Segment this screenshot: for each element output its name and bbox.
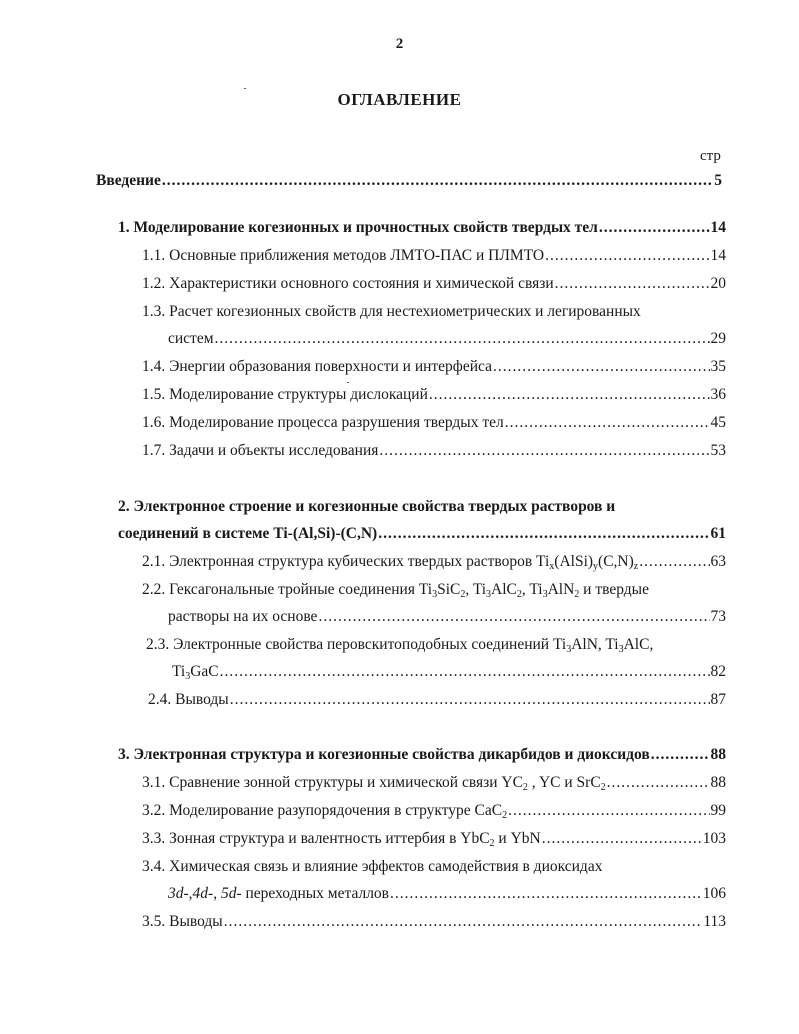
leader-dots bbox=[220, 663, 710, 681]
toc-section-2-4[interactable] bbox=[148, 691, 726, 713]
toc-section-1-2[interactable] bbox=[142, 275, 726, 297]
toc-entry-intro[interactable] bbox=[96, 172, 722, 194]
toc-section-2-2[interactable] bbox=[168, 608, 726, 630]
toc-page-number: 87 bbox=[710, 691, 726, 708]
toc-entry-title: растворы на их основе bbox=[168, 608, 318, 625]
toc-section-1-4[interactable] bbox=[142, 358, 726, 380]
toc-entry-title: 2.4. Выводы bbox=[148, 691, 229, 708]
toc-page-number: 88 bbox=[710, 774, 726, 791]
toc-section-3-2[interactable] bbox=[142, 802, 726, 824]
toc-page-number: 82 bbox=[710, 663, 726, 680]
toc-page-number: 36 bbox=[710, 386, 726, 403]
toc-entry-title: $Ti_3GaC$ bbox=[172, 663, 219, 682]
toc-entry-title: соединений в системе Ti-(Al,Si)-(C,N) bbox=[118, 525, 378, 542]
toc-page-number: 20 bbox=[710, 275, 726, 292]
toc-page-number: 73 bbox=[710, 608, 726, 625]
toc-entry-title: 1.6. Моделирование процесса разрушения твердых тел bbox=[142, 414, 504, 431]
leader-dots bbox=[379, 442, 709, 460]
toc-page-number: 106 bbox=[702, 885, 726, 902]
toc-page-number: 99 bbox=[710, 802, 726, 819]
toc-page-number: 14 bbox=[710, 247, 726, 264]
toc-page-number: 88 bbox=[710, 746, 726, 763]
toc-section-1-1[interactable] bbox=[142, 247, 726, 269]
toc-chapter-2[interactable] bbox=[118, 525, 726, 547]
page-title: ОГЛАВЛЕНИЕ bbox=[337, 90, 462, 109]
toc-page-number: 113 bbox=[703, 913, 726, 930]
leader-dots bbox=[378, 525, 709, 543]
leader-dots bbox=[639, 553, 709, 571]
leader-dots bbox=[429, 386, 710, 404]
toc-chapter-1[interactable] bbox=[118, 219, 726, 241]
toc-page-number: 29 bbox=[710, 330, 726, 347]
toc-section-1-6[interactable] bbox=[142, 414, 726, 436]
toc-chapter-3[interactable] bbox=[118, 746, 726, 768]
toc-section-2-2-line1[interactable]: 2.2. Гексагональные тройные соединения $Ti_3SiC_2$, $Ti_3AlC_2$, $Ti_3AlN_2$ и твердые bbox=[142, 581, 649, 600]
toc-section-1-7[interactable] bbox=[142, 442, 726, 464]
toc-entry-title: 1.7. Задачи и объекты исследования bbox=[142, 442, 379, 459]
leader-dots bbox=[224, 913, 703, 931]
scan-speck bbox=[244, 88, 246, 89]
scan-speck bbox=[347, 382, 349, 383]
toc-entry-title: систем bbox=[168, 330, 214, 347]
toc-section-3-1[interactable] bbox=[142, 774, 726, 796]
pages-column-label: стр bbox=[700, 148, 721, 164]
toc-page-number: 14 bbox=[710, 219, 726, 236]
toc-page-number: 53 bbox=[710, 442, 726, 459]
toc-section-3-4[interactable] bbox=[168, 885, 726, 907]
toc-section-2-3-line1[interactable]: 2.3. Электронные свойства перовскитоподобных соединений $Ti_3AlN$, $Ti_3AlC$, bbox=[146, 636, 654, 655]
toc-page-number: 63 bbox=[710, 553, 726, 570]
leader-dots bbox=[545, 247, 709, 265]
toc-entry-title: 1.4. Энергии образования поверхности и интерфейса bbox=[142, 358, 492, 375]
leader-dots bbox=[542, 830, 702, 848]
toc-entry-title: 3.5. Выводы bbox=[142, 913, 223, 930]
toc-section-2-1[interactable] bbox=[142, 553, 726, 575]
page-number: 2 bbox=[395, 36, 404, 52]
leader-dots bbox=[508, 802, 709, 820]
toc-entry-title: 1.1. Основные приближения методов ЛМТО-ПАС и ПЛМТО bbox=[142, 247, 545, 264]
toc-page-number: 45 bbox=[710, 414, 726, 431]
toc-entry-title: 3.2. Моделирование разупорядочения в структуре CaC$_2$ bbox=[142, 802, 508, 821]
toc-entry-title: Введение bbox=[96, 172, 161, 189]
leader-dots bbox=[651, 746, 710, 764]
leader-dots bbox=[162, 172, 713, 190]
toc-section-1-3-line1[interactable]: 1.3. Расчет когезионных свойств для нестехиометрических и легированных bbox=[142, 303, 641, 320]
toc-section-3-4-line1[interactable]: 3.4. Химическая связь и влияние эффектов самодействия в диоксидах bbox=[142, 858, 603, 875]
toc-entry-title: 1. Моделирование когезионных и прочностных свойств твердых тел bbox=[118, 219, 598, 236]
toc-entry-title: 2.1. Электронная структура кубических твердых растворов $Ti_x(AlSi)_y(C,N)_z$ bbox=[142, 553, 639, 572]
toc-entry-title: 3.1. Сравнение зонной структуры и химической связи $YC_2$ , YC и SrC$_2$ bbox=[142, 774, 606, 793]
leader-dots bbox=[599, 219, 710, 237]
leader-dots bbox=[215, 330, 710, 348]
leader-dots bbox=[607, 774, 710, 792]
toc-page-number: 35 bbox=[710, 358, 726, 375]
toc-entry-title: 3.3. Зонная структура и валентность иттербия в YbC$_2$ и YbN bbox=[142, 830, 541, 849]
toc-chapter-2-line1[interactable]: 2. Электронное строение и когезионные свойства твердых растворов и bbox=[118, 498, 616, 515]
toc-page-number: 5 bbox=[714, 172, 722, 189]
toc-section-3-5[interactable] bbox=[142, 913, 726, 935]
toc-section-3-3[interactable] bbox=[142, 830, 726, 852]
leader-dots bbox=[505, 414, 710, 432]
leader-dots bbox=[555, 275, 710, 293]
toc-section-2-3[interactable] bbox=[172, 663, 726, 685]
toc-entry-title: 3d-,4d-, 5d- переходных металлов bbox=[168, 885, 389, 902]
toc-entry-title: 1.5. Моделирование структуры дислокаций bbox=[142, 386, 428, 403]
toc-page-number: 61 bbox=[710, 525, 726, 542]
leader-dots bbox=[230, 691, 710, 709]
toc-section-1-5[interactable] bbox=[142, 386, 726, 408]
toc-entry-title: 3. Электронная структура и когезионные свойства дикарбидов и диоксидов bbox=[118, 746, 650, 763]
leader-dots bbox=[390, 885, 702, 903]
toc-section-1-3[interactable] bbox=[168, 330, 726, 352]
leader-dots bbox=[318, 608, 709, 626]
leader-dots bbox=[493, 358, 710, 376]
toc-page-number: 103 bbox=[702, 830, 726, 847]
toc-entry-title: 1.2. Характеристики основного состояния и химической связи bbox=[142, 275, 554, 292]
